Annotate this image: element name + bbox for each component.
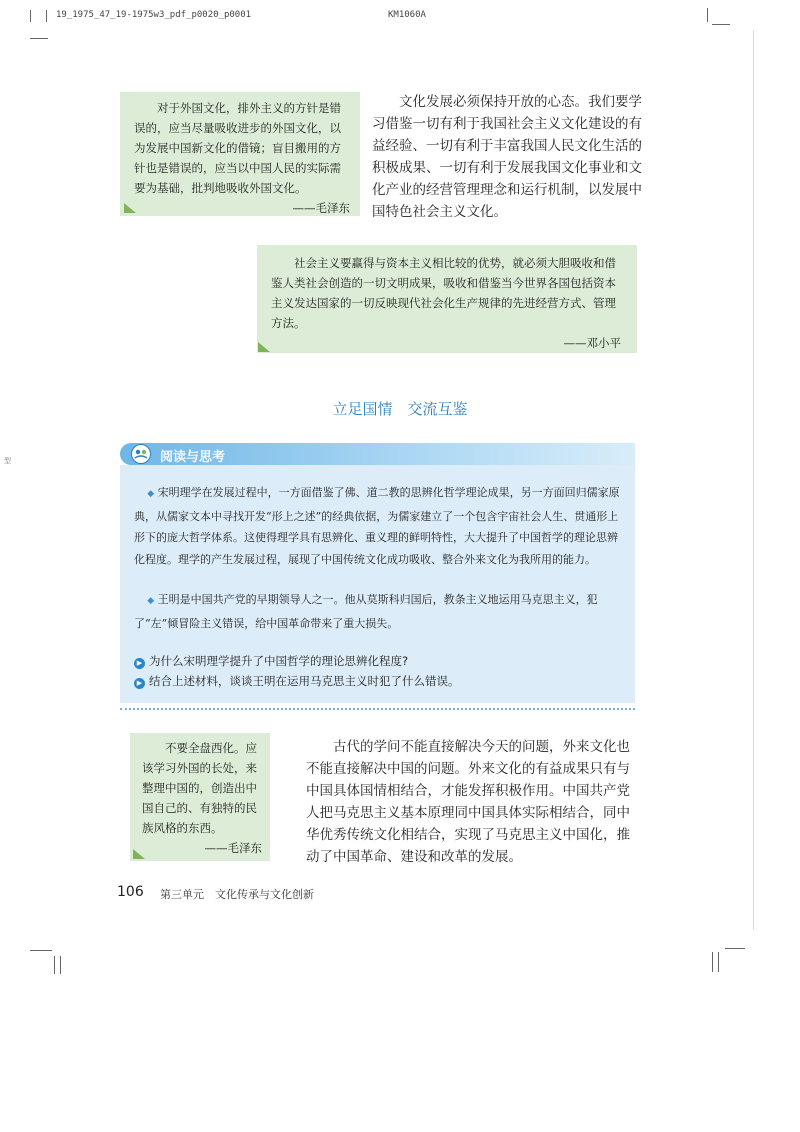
diamond-bullet-icon: ◆ [147,596,155,606]
diamond-bullet-icon: ◆ [147,489,155,499]
file-label: 19_1975_47_19-1975w3_pdf_p0020_p0001 [56,10,252,20]
crop-mark [712,952,713,972]
crop-mark [30,38,48,39]
dotted-divider [120,708,635,710]
corner-triangle-icon [258,342,270,352]
crop-mark [30,10,31,22]
reading-panel [120,465,635,703]
paragraph-open [372,91,642,223]
page-number: 106 [117,884,144,900]
reading-item-text: 宋明理学在发展过程中，一方面借鉴了佛、道二教的思辨化哲学理论成果，另一方面回归儒家原典，从儒家文本中寻找开发“形上之述”的经典依据，为儒家建立了一个包含宇宙社会人生、贯通形上形下的庞大哲学体系。这使得理学具有思辨化、重义理的鲜明特性，大大提升了中国哲学的理论思辨化程度。理学的产生发展过程，展现了中国传统文化成功吸收、整合外来文化为我所用的能力。 [134,486,620,566]
question-2 [134,671,460,693]
page-edge [753,30,754,930]
crop-mark [46,10,47,22]
quote-box-mao-1 [120,92,360,216]
reading-item-1 [134,482,626,570]
crop-mark [725,948,745,949]
crop-mark [712,24,730,25]
corner-triangle-icon [124,203,136,213]
corner-triangle-icon [133,849,145,859]
quote-text: 社会主义要赢得与资本主义相比较的优势，就必须大胆吸收和借鉴人类社会创造的一切文明成果，吸收和借鉴当今世界各国包括资本主义发达国家的一切反映现代社会化生产规律的先进经营方式、管理方法。 [271,256,616,330]
question-1 [134,651,408,673]
quote-text: 不要全盘西化。应该学习外国的长处，来整理中国的，创造出中国自己的、有独特的民族风格的东西。 [142,741,257,835]
crop-mark [60,956,61,974]
quote-box-mao-2 [130,733,270,861]
paragraph-text: 文化发展必须保持开放的心态。我们要学习借鉴一切有利于我国社会主义文化建设的有益经验、一切有利于丰富我国人民文化生活的积极成果、一切有利于发展我国文化事业和文化产业的经营管理理念和运行机制，以发展中国特色社会主义文化。 [372,94,642,220]
reading-item-text: 王明是中国共产党的早期领导人之一。他从莫斯科归国后，教条主义地运用马克思主义，犯了“左”倾冒险主义错误，给中国革命带来了重大损失。 [134,593,598,630]
unit-title: 第三单元 文化传承与文化创新 [160,888,314,901]
crop-mark [707,8,708,22]
quote-text: 对于外国文化，排外主义的方针是错误的，应当尽量吸收进步的外国文化，以为发展中国新文化的借镜；盲目搬用的方针也是错误的，应当以中国人民的实际需要为基础，批判地吸收外国文化。 [134,101,341,195]
crop-mark [30,950,52,951]
quote-author: ——毛泽东 [292,201,350,215]
question-arrow-icon: ▶ [134,658,145,669]
paragraph-close [306,736,640,868]
question-text: 结合上述材料，谈谈王明在运用马克思主义时犯了什么错误。 [149,674,460,688]
quote-author: ——邓小平 [563,336,621,350]
reading-item-2 [134,589,626,634]
reading-title: 阅读与思考 [160,450,226,465]
quote-author: ——毛泽东 [204,841,262,855]
question-text: 为什么宋明理学提升了中国哲学的理论思辨化程度? [149,654,409,668]
margin-mark: 型 [4,457,11,465]
reading-icon [131,444,151,464]
paragraph-text: 古代的学问不能直接解决今天的问题，外来文化也不能直接解决中国的问题。外来文化的有益成果只有与中国具体国情相结合，才能发挥积极作用。中国共产党人把马克思主义基本原理同中国具体实际相结合，同中华优秀传统文化相结合，实现了马克思主义中国化，推动了中国革命、建设和改革的发展。 [306,739,630,865]
crop-mark [718,952,719,972]
section-title: 立足国情 交流互鉴 [332,400,468,418]
quote-box-deng [257,245,637,353]
code-label: KM1060A [388,10,426,20]
question-arrow-icon: ▶ [134,678,145,689]
crop-mark [54,956,55,974]
